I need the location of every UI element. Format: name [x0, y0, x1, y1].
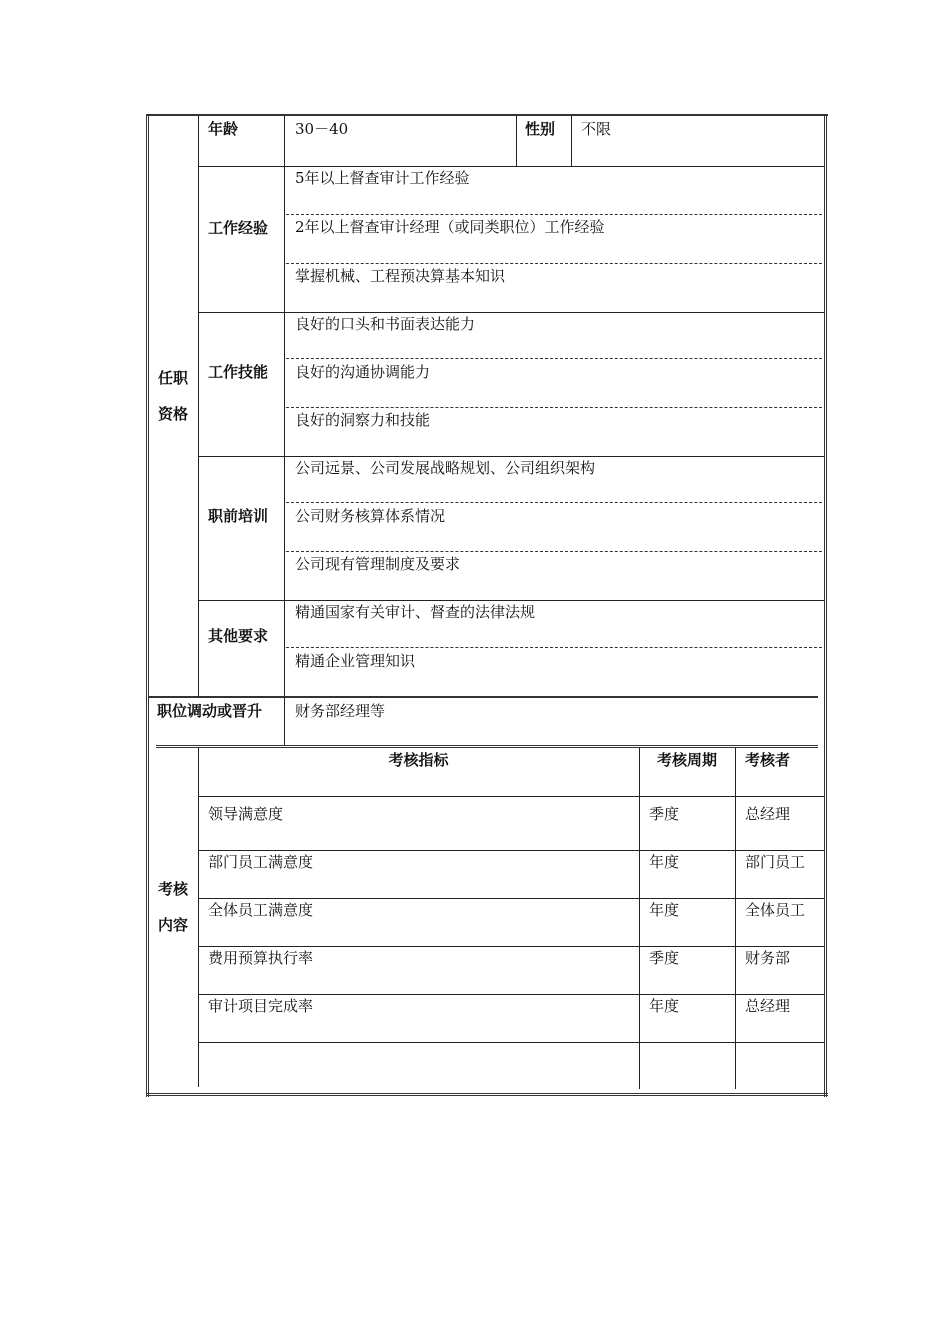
- assess-row-3-indicator: 全体员工满意度: [208, 901, 314, 919]
- training-item-2: 公司财务核算体系情况: [295, 507, 446, 525]
- assess-row-sep-1: [198, 850, 824, 851]
- col-sep-2: [284, 116, 285, 746]
- gender-value: 不限: [581, 120, 612, 138]
- skills-item-1: 良好的口头和书面表达能力: [295, 315, 476, 333]
- assess-col-sep-2: [639, 747, 640, 1089]
- row-sep-experience: [198, 312, 824, 313]
- assess-row-1-assessor: 总经理: [745, 805, 791, 823]
- skills-item-2: 良好的沟通协调能力: [295, 363, 431, 381]
- gender-label: 性别: [525, 120, 556, 138]
- assess-col-sep-3: [735, 747, 736, 1089]
- assessment-label-line1: 考核: [157, 880, 188, 898]
- qualification-section-label: [153, 360, 193, 432]
- assess-row-3-cycle: 年度: [649, 901, 680, 919]
- assess-header-indicator: 考核指标: [388, 751, 449, 769]
- assess-header-cycle: 考核周期: [656, 751, 717, 769]
- assess-header-assessor: 考核者: [745, 751, 791, 769]
- assessment-label-line2: 内容: [157, 916, 188, 934]
- col-sep-gender: [571, 116, 572, 166]
- dash-exp-2: [286, 263, 822, 264]
- assess-row-2-cycle: 年度: [649, 853, 680, 871]
- assessment-section-label: [153, 871, 193, 943]
- assess-row-3-assessor: 全体员工: [745, 901, 806, 919]
- row-sep-promotion-top: [148, 696, 818, 698]
- assess-row-5-cycle: 年度: [649, 997, 680, 1015]
- other-item-2: 精通企业管理知识: [295, 652, 416, 670]
- training-item-1: 公司远景、公司发展战略规划、公司组织架构: [295, 459, 596, 477]
- experience-item-3: 掌握机械、工程预决算基本知识: [295, 267, 506, 285]
- row-sep-training: [198, 600, 824, 601]
- assess-row-sep-3: [198, 946, 824, 947]
- assess-row-2-assessor: 部门员工: [745, 853, 806, 871]
- table-top-border: [146, 114, 828, 116]
- dash-skill-2: [286, 407, 822, 408]
- assess-row-sep-4: [198, 994, 824, 995]
- row-sep-age: [198, 166, 824, 167]
- assess-row-4-assessor: 财务部: [745, 949, 791, 967]
- col-sep-age: [516, 116, 517, 166]
- qualification-label-line2: 资格: [157, 405, 188, 423]
- training-label: 职前培训: [208, 507, 269, 525]
- promotion-value: 财务部经理等: [295, 702, 386, 720]
- assess-row-sep-2: [198, 898, 824, 899]
- assess-row-2-indicator: 部门员工满意度: [208, 853, 314, 871]
- assess-row-1-indicator: 领导满意度: [208, 805, 284, 823]
- age-value: 30－40: [295, 120, 349, 138]
- dash-skill-1: [286, 358, 822, 359]
- other-label: 其他要求: [208, 627, 269, 645]
- table-bottom-border: [146, 1093, 828, 1096]
- age-label: 年龄: [208, 120, 239, 138]
- assess-row-4-indicator: 费用预算执行率: [208, 949, 314, 967]
- assess-row-4-cycle: 季度: [649, 949, 680, 967]
- training-item-3: 公司现有管理制度及要求: [295, 555, 461, 573]
- other-item-1: 精通国家有关审计、督查的法律法规: [295, 603, 536, 621]
- dash-exp-1: [286, 214, 822, 215]
- assess-row-5-indicator: 审计项目完成率: [208, 997, 314, 1015]
- row-sep-promotion-bottom: [156, 745, 818, 748]
- experience-item-1: 5年以上督查审计工作经验: [295, 169, 470, 187]
- promotion-label: 职位调动或晋升: [157, 702, 263, 720]
- skills-item-3: 良好的洞察力和技能: [295, 411, 431, 429]
- assess-row-5-assessor: 总经理: [745, 997, 791, 1015]
- assess-row-1-cycle: 季度: [649, 805, 680, 823]
- dash-train-2: [286, 551, 822, 552]
- skills-label: 工作技能: [208, 363, 269, 381]
- experience-item-2: 2年以上督查审计经理（或同类职位）工作经验: [295, 218, 605, 236]
- assess-col-sep-1: [198, 747, 199, 1087]
- qualification-label-line1: 任职: [157, 369, 188, 387]
- row-sep-skills: [198, 456, 824, 457]
- col-sep-1: [198, 116, 199, 696]
- table-right-border: [824, 114, 827, 1097]
- assess-row-sep-0: [198, 796, 824, 797]
- assess-row-sep-5: [198, 1042, 824, 1043]
- table-left-border: [146, 114, 149, 1097]
- dash-train-1: [286, 502, 822, 503]
- dash-other-1: [286, 647, 822, 648]
- experience-label: 工作经验: [208, 219, 269, 237]
